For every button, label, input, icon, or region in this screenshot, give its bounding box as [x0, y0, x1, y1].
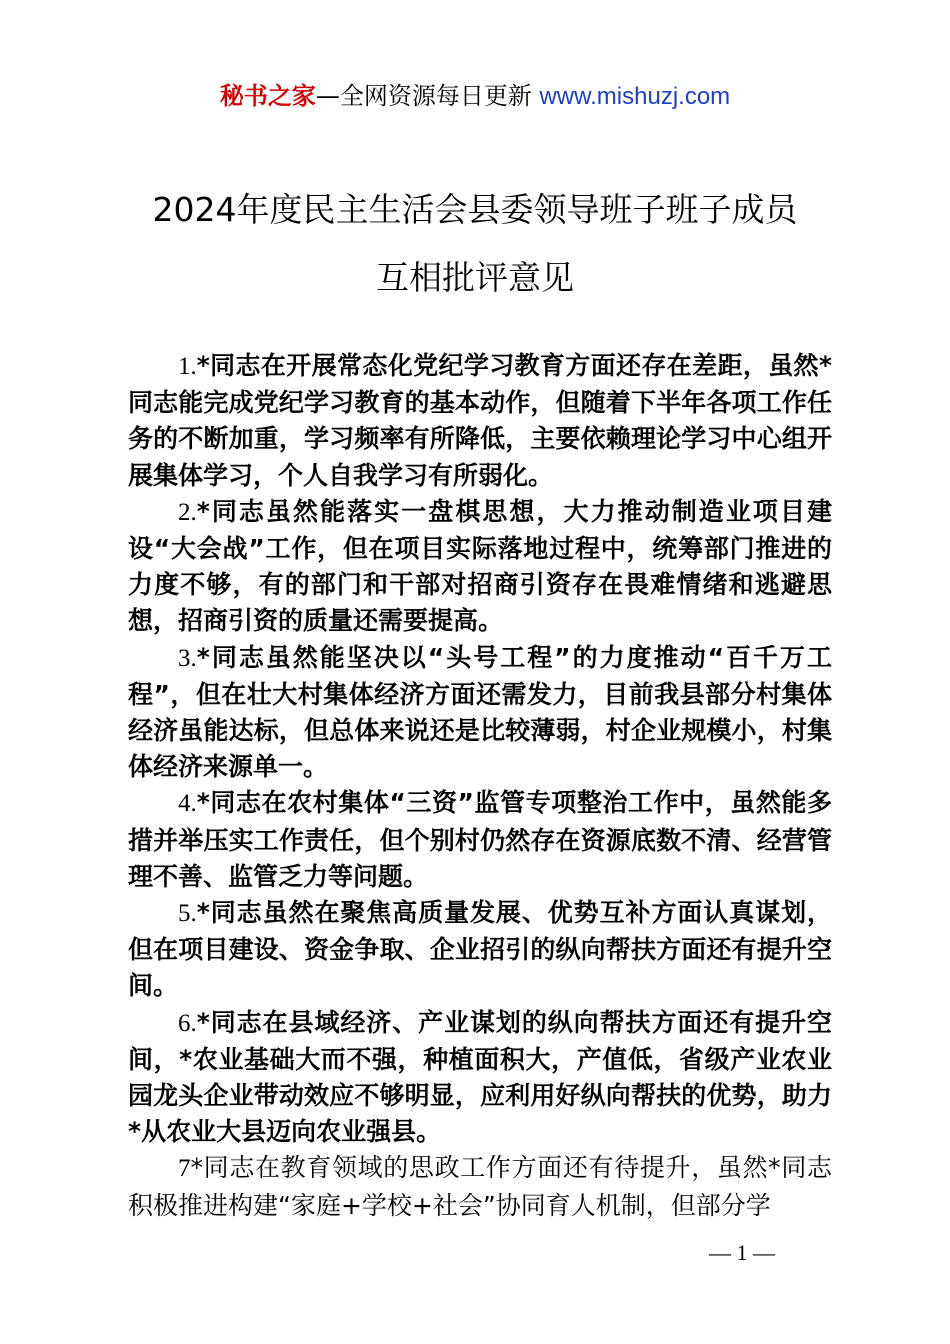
paragraph-text: *同志在开展常态化党纪学习教育方面还存在差距，虽然*同志能完成党纪学习教育的基本动作，但随着下半年各项工作任务的不断加重，学习频率有所降低，主要依赖理论学习中心组开展集体学习，个人自我学习有所弱化。 [128, 351, 832, 490]
paragraph-6 [128, 1005, 832, 1151]
site-slogan: —全网资源每日更新 [315, 82, 540, 110]
site-brand: 秘书之家 [219, 82, 316, 110]
document-body [128, 348, 832, 1224]
paragraph-number: 6. [178, 1009, 197, 1037]
paragraph-text: *同志在县域经济、产业谋划的纵向帮扶方面还有提升空间，*农业基础大而不强，种植面积大，产值低，省级产业农业园龙头企业带动效应不够明显，应利用好纵向帮扶的优势，助力*从农业大县迈向农业强县。 [128, 1007, 832, 1147]
paragraph-number: 3. [178, 644, 197, 672]
paragraph-1 [128, 348, 832, 494]
paragraph-2 [128, 494, 832, 640]
paragraph-number: 2. [178, 498, 197, 526]
paragraph-number: 5. [178, 900, 197, 928]
paragraph-number: 7 [178, 1155, 191, 1183]
paragraph-text: *同志在农村集体“三资”监管专项整治工作中，虽然能多措并举压实工作责任，但个别村仍然存在资源底数不清、经营管理不善、监管乏力等问题。 [128, 788, 832, 891]
paragraph-text: *同志虽然在聚焦高质量发展、优势互补方面认真谋划，但在项目建设、资金争取、企业招引的纵向帮扶方面还有提升空间。 [128, 898, 832, 1001]
paragraph-text: *同志在教育领域的思政工作方面还有待提升，虽然*同志积极推进构建“家庭+学校+社会”协同育人机制，但部分学 [128, 1153, 832, 1220]
paragraph-4 [128, 785, 832, 895]
site-url-link[interactable]: www.mishuzj.com [539, 83, 731, 110]
page-number: — 1 — [709, 1240, 775, 1265]
paragraph-number: 1. [178, 353, 197, 380]
paragraph-3 [128, 640, 832, 786]
paragraph-number: 4. [178, 790, 197, 818]
document-title-line-2: 互相批评意见 [376, 258, 574, 297]
paragraph-5 [128, 895, 832, 1005]
site-header [0, 80, 950, 113]
document-title-line-1: 2024年度民主生活会县委领导班子班子成员 [152, 190, 798, 229]
paragraph-text: *同志虽然能坚决以“头号工程”的力度推动“百千万工程”，但在壮大村集体经济方面还需发力，目前我县部分村集体经济虽能达标，但总体来说还是比较薄弱，村企业规模小，村集体经济来源单一。 [128, 642, 832, 782]
paragraph-7 [128, 1150, 832, 1223]
paragraph-text: *同志虽然能落实一盘棋思想，大力推动制造业项目建设“大会战”工作，但在项目实际落地过程中，统筹部门推进的力度不够，有的部门和干部对招商引资存在畏难情绪和逃避思想，招商引资的质量还需要提高。 [128, 496, 832, 636]
